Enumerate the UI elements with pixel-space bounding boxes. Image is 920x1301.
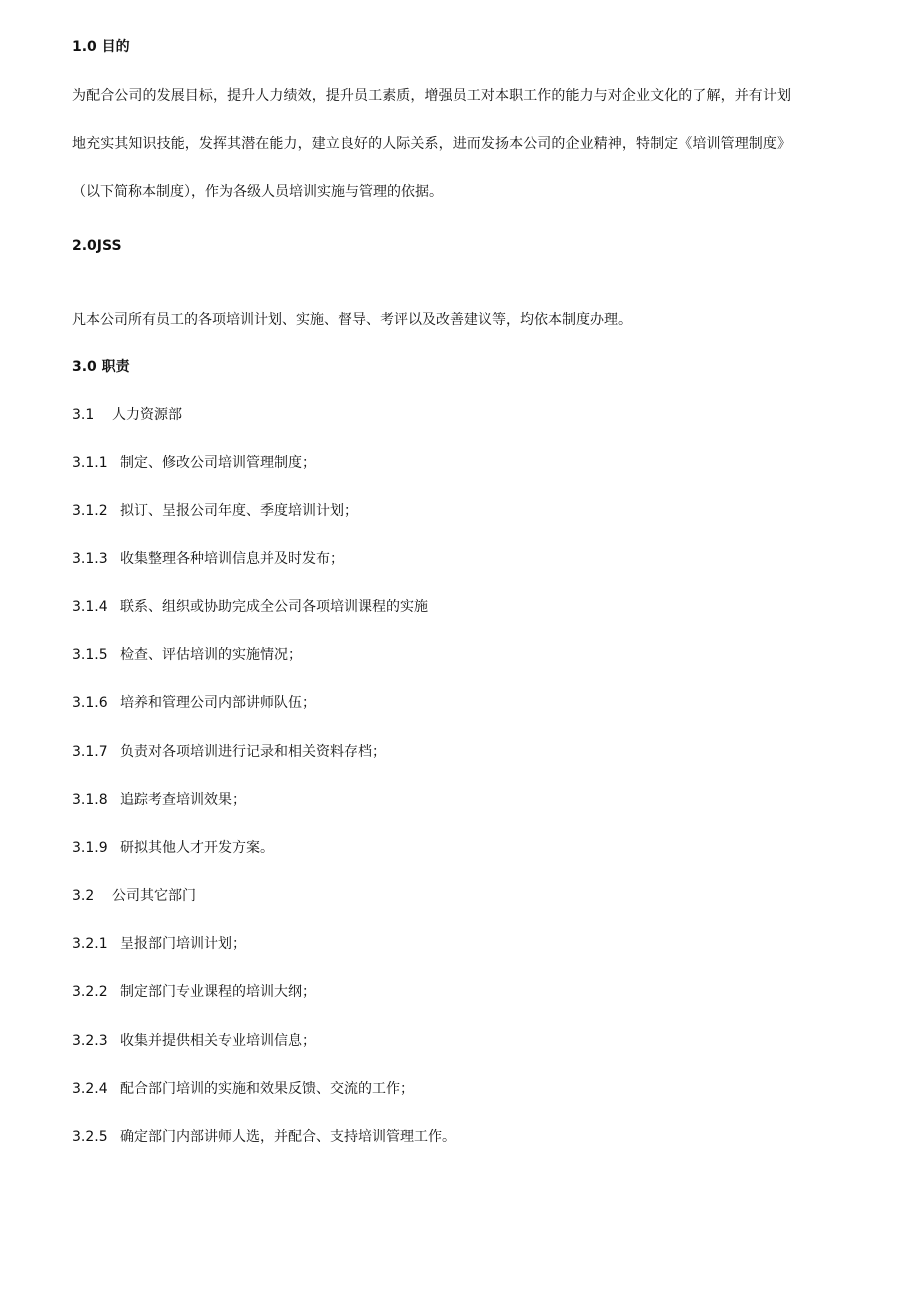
- item-text: 制定、修改公司培训管理制度；: [120, 455, 316, 471]
- section-1-text-line-3: （以下简称本制度），作为各级人员培训实施与管理的依据。: [72, 184, 443, 200]
- section-2-text: 凡本公司所有员工的各项培训计划、实施、督导、考评以及改善建议等，均依本制度办理。: [72, 312, 632, 328]
- item-text: 联系、组织或协助完成全公司各项培训课程的实施: [120, 599, 428, 615]
- subsection-number: 3.1: [72, 407, 95, 423]
- list-item: [72, 1079, 414, 1099]
- item-text: 制定部门专业课程的培训大纲；: [120, 984, 316, 1000]
- item-number: 3.2.1: [72, 936, 108, 952]
- item-text: 研拟其他人才开发方案。: [120, 840, 274, 856]
- list-item: [72, 790, 246, 810]
- list-item: [72, 1031, 316, 1051]
- subsection-title: 公司其它部门: [112, 888, 196, 904]
- list-item: [72, 549, 344, 569]
- list-item: [72, 742, 386, 762]
- list-item: [72, 693, 316, 713]
- list-item: [72, 838, 274, 858]
- subsection-hr: [72, 405, 182, 425]
- item-text: 追踪考查培训效果；: [120, 792, 246, 808]
- item-number: 3.1.6: [72, 695, 108, 711]
- item-text: 负责对各项培训进行记录和相关资料存档；: [120, 744, 386, 760]
- item-text: 检查、评估培训的实施情况；: [120, 647, 302, 663]
- item-number: 3.1.1: [72, 455, 108, 471]
- item-number: 3.2.4: [72, 1081, 108, 1097]
- item-text: 收集整理各种培训信息并及时发布；: [120, 551, 344, 567]
- list-item: [72, 645, 302, 665]
- subsection-other-departments: [72, 886, 196, 906]
- item-text: 收集并提供相关专业培训信息；: [120, 1033, 316, 1049]
- item-number: 3.1.4: [72, 599, 108, 615]
- section-1-text-line-2: 地充实其知识技能，发挥其潜在能力，建立良好的人际关系，进而发扬本公司的企业精神，特制定《培训管理制度》: [72, 136, 792, 152]
- list-item: [72, 934, 246, 954]
- item-number: 3.1.9: [72, 840, 108, 856]
- item-text: 配合部门培训的实施和效果反馈、交流的工作；: [120, 1081, 414, 1097]
- section-1-text-line-1: 为配合公司的发展目标，提升人力绩效，提升员工素质，增强员工对本职工作的能力与对企业文化的了解，并有计划: [72, 88, 792, 104]
- item-text: 拟订、呈报公司年度、季度培训计划；: [120, 503, 358, 519]
- item-text: 确定部门内部讲师人选，并配合、支持培训管理工作。: [120, 1129, 456, 1145]
- subsection-title: 人力资源部: [112, 407, 182, 423]
- item-number: 3.1.5: [72, 647, 108, 663]
- list-item: [72, 982, 316, 1002]
- item-number: 3.1.7: [72, 744, 108, 760]
- item-number: 3.2.5: [72, 1129, 108, 1145]
- item-number: 3.2.2: [72, 984, 108, 1000]
- list-item: [72, 1127, 456, 1147]
- list-item: [72, 597, 428, 617]
- section-1-heading: 1.0 目的: [72, 39, 130, 55]
- list-item: [72, 501, 358, 521]
- section-3-heading: 3.0 职责: [72, 359, 130, 375]
- item-number: 3.2.3: [72, 1033, 108, 1049]
- item-text: 培养和管理公司内部讲师队伍；: [120, 695, 316, 711]
- list-item: [72, 453, 316, 473]
- item-text: 呈报部门培训计划；: [120, 936, 246, 952]
- subsection-number: 3.2: [72, 888, 95, 904]
- section-2-heading: 2.0JSS: [72, 238, 122, 254]
- item-number: 3.1.8: [72, 792, 108, 808]
- item-number: 3.1.2: [72, 503, 108, 519]
- item-number: 3.1.3: [72, 551, 108, 567]
